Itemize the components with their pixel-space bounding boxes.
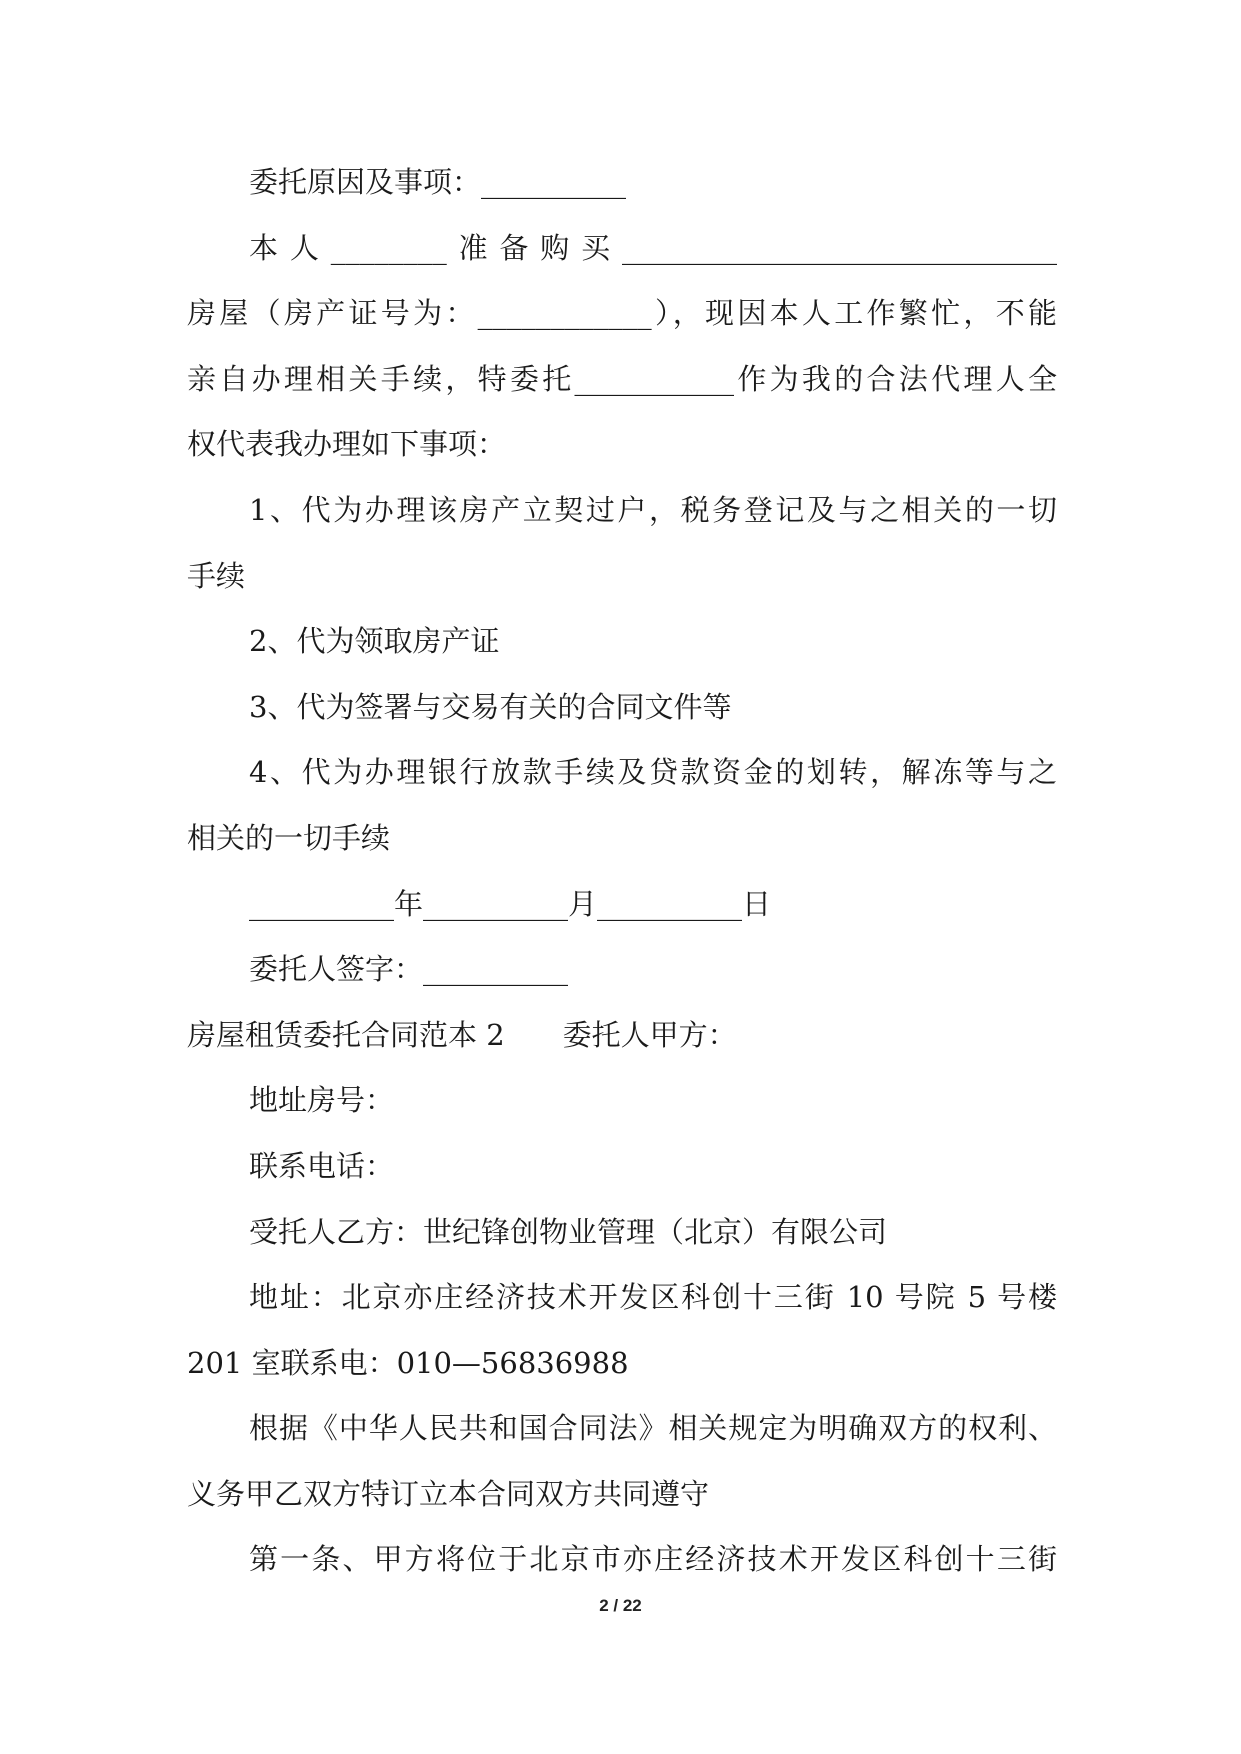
item-2-line: 2、代为领取房产证 — [249, 624, 500, 659]
document-body — [187, 150, 1057, 1593]
entrust-reason-line: 委托原因及事项：__________ — [249, 165, 627, 199]
party-b-address-line: 地址：北京亦庄经济技术开发区科创十三街 10 号院 5 号楼 — [249, 1280, 1057, 1315]
agent-line: 亲自办理相关手续，特委托___________作为我的合法代理人全 — [187, 361, 1057, 396]
purchase-line: 本人________准备购买______________________________ — [249, 230, 1057, 265]
contract-title: 房屋租赁委托合同范本 2 — [187, 1017, 505, 1052]
party-a-label: 委托人甲方： — [562, 1017, 737, 1052]
article-1-line: 第一条、甲方将位于北京市亦庄经济技术开发区科创十三街 — [249, 1542, 1057, 1577]
matters-intro-line: 权代表我办理如下事项： — [187, 427, 507, 462]
phone-line: 联系电话： — [249, 1148, 395, 1183]
date-line: __________年__________月__________日 — [249, 886, 772, 921]
item-4-continued: 相关的一切手续 — [187, 820, 391, 855]
legal-basis-line: 根据《中华人民共和国合同法》相关规定为明确双方的权利、 — [249, 1411, 1057, 1446]
item-1-line: 1、代为办理该房产立契过户，税务登记及与之相关的一切 — [249, 492, 1057, 527]
signature-line: 委托人签字：__________ — [249, 952, 569, 987]
page-number: 2 / 22 — [599, 1596, 642, 1615]
party-b-address-continued: 201 室联系电：010—56836988 — [187, 1345, 629, 1380]
item-4-line: 4、代为办理银行放款手续及贷款资金的划转，解冻等与之 — [249, 755, 1057, 790]
certificate-line: 房屋（房产证号为：____________），现因本人工作繁忙，不能 — [187, 296, 1057, 331]
item-3-line: 3、代为签署与交易有关的合同文件等 — [249, 689, 732, 724]
item-1-continued: 手续 — [187, 558, 246, 593]
legal-basis-continued: 义务甲乙双方特订立本合同双方共同遵守 — [187, 1476, 710, 1511]
party-b-line: 受托人乙方：世纪锋创物业管理（北京）有限公司 — [249, 1214, 888, 1249]
address-room-line: 地址房号： — [249, 1083, 395, 1118]
contract-title-line — [187, 1003, 1057, 1069]
